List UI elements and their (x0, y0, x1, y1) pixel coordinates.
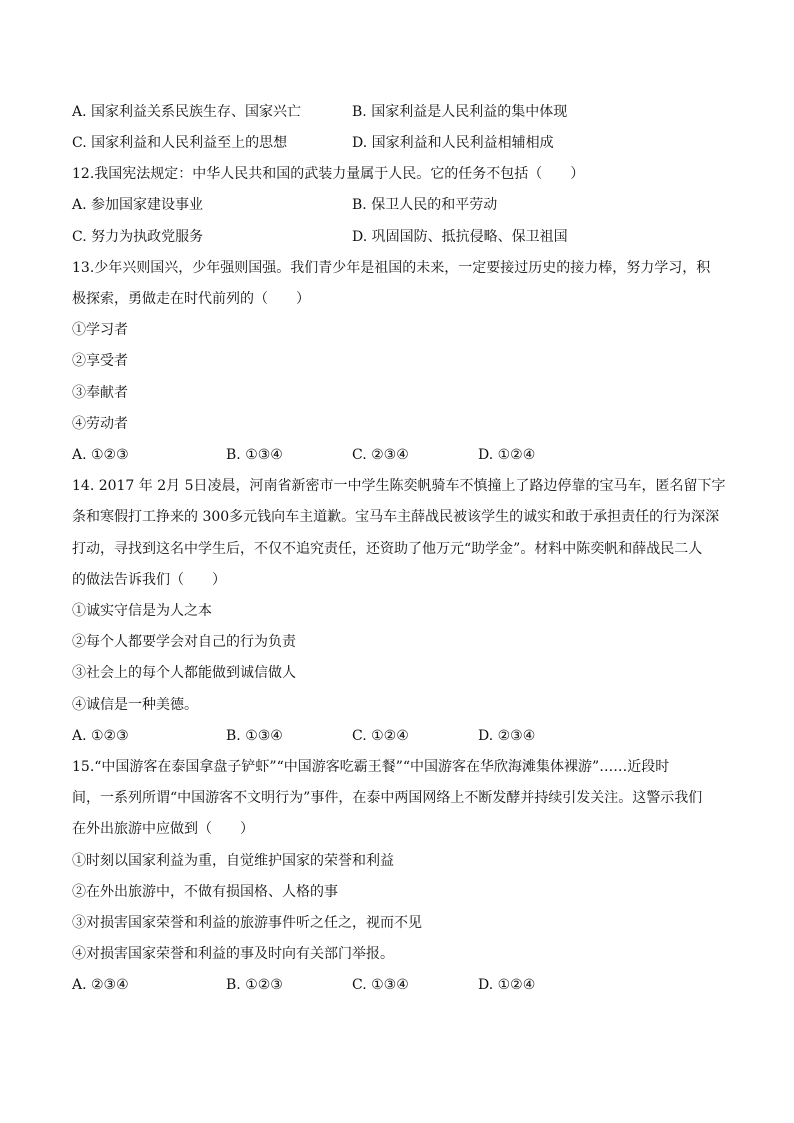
q13-stem-line-2: 极探索，勇做走在时代前列的（ ） (72, 291, 310, 307)
q14-option-c: C. ①②④ (352, 728, 409, 744)
q13-item-4: ④劳动者 (72, 416, 128, 432)
q11-option-a: A. 国家利益关系民族生存、国家兴亡 (72, 104, 302, 120)
q15-stem-line-2: 间，一系列所谓“中国游客不文明行为”事件，在泰中两国网络上不断发酵并持续引发关注。这警示我们 (72, 790, 703, 806)
q12-option-a: A. 参加国家建设事业 (72, 197, 204, 213)
q14-item-4: ④诚信是一种美德。 (72, 697, 198, 713)
q12-stem: 12.我国宪法规定：中华人民共和国的武装力量属于人民。它的任务不包括（ ） (72, 166, 585, 182)
q14-option-a: A. ①②③ (72, 728, 129, 744)
q14-item-2: ②每个人都要学会对自己的行为负责 (72, 634, 296, 650)
q14-option-d: D. ②③④ (478, 728, 536, 744)
q14-item-1: ①诚实守信是为人之本 (72, 603, 212, 619)
q15-item-3: ③对损害国家荣誉和利益的旅游事件听之任之，视而不见 (72, 915, 422, 931)
q13-item-3: ③奉献者 (72, 385, 128, 401)
q15-option-c: C. ①③④ (352, 977, 409, 993)
q13-stem-line-1: 13.少年兴则国兴，少年强则国强。我们青少年是祖国的未来，一定要接过历史的接力棒，努力学习，积 (72, 260, 711, 276)
q14-stem-line-4: 的做法告诉我们（ ） (72, 572, 226, 588)
q11-option-d: D. 国家利益和人民利益相辅相成 (352, 135, 554, 151)
q15-stem-line-1: 15.“中国游客在泰国拿盘子铲虾”“中国游客吃霸王餐”“中国游客在华欣海滩集体裸游”……近段时 (72, 759, 670, 775)
q12-option-d: D. 巩固国防、抵抗侵略、保卫祖国 (352, 229, 568, 245)
q15-stem-line-3: 在外出旅游中应做到（ ） (72, 821, 254, 837)
q13-option-c: C. ②③④ (352, 447, 409, 463)
q15-option-b: B. ①②③ (226, 977, 283, 993)
q14-stem-line-1: 14. 2017 年 2月 5日凌晨，河南省新密市一中学生陈奕帆骑车不慎撞上了路边停靠的宝马车，匿名留下字 (72, 478, 726, 494)
q15-option-d: D. ①②④ (478, 977, 536, 993)
q15-item-4: ④对损害国家荣誉和利益的事及时向有关部门举报。 (72, 946, 394, 962)
q13-option-b: B. ①③④ (226, 447, 283, 463)
q15-option-a: A. ②③④ (72, 977, 129, 993)
q11-option-b: B. 国家利益是人民利益的集中体现 (352, 104, 568, 120)
q14-item-3: ③社会上的每个人都能做到诚信做人 (72, 665, 296, 681)
q14-stem-line-3: 打动，寻找到这名中学生后，不仅不追究责任，还资助了他万元“助学金”。材料中陈奕帆和薛战民二人 (72, 541, 703, 557)
q13-option-d: D. ①②④ (478, 447, 536, 463)
q15-item-1: ①时刻以国家利益为重，自觉维护国家的荣誉和利益 (72, 853, 394, 869)
q15-item-2: ②在外出旅游中，不做有损国格、人格的事 (72, 884, 338, 900)
q14-stem-line-2: 条和寒假打工挣来的 300多元钱向车主道歉。宝马车主薛战民被该学生的诚实和敢于承担责任的行为深深 (72, 509, 720, 525)
q12-option-b: B. 保卫人民的和平劳动 (352, 197, 498, 213)
q14-option-b: B. ①③④ (226, 728, 283, 744)
q12-option-c: C. 努力为执政党服务 (72, 229, 204, 245)
q13-option-a: A. ①②③ (72, 447, 129, 463)
q13-item-1: ①学习者 (72, 322, 128, 338)
q13-item-2: ②享受者 (72, 353, 128, 369)
q11-option-c: C. 国家利益和人民利益至上的思想 (72, 135, 288, 151)
